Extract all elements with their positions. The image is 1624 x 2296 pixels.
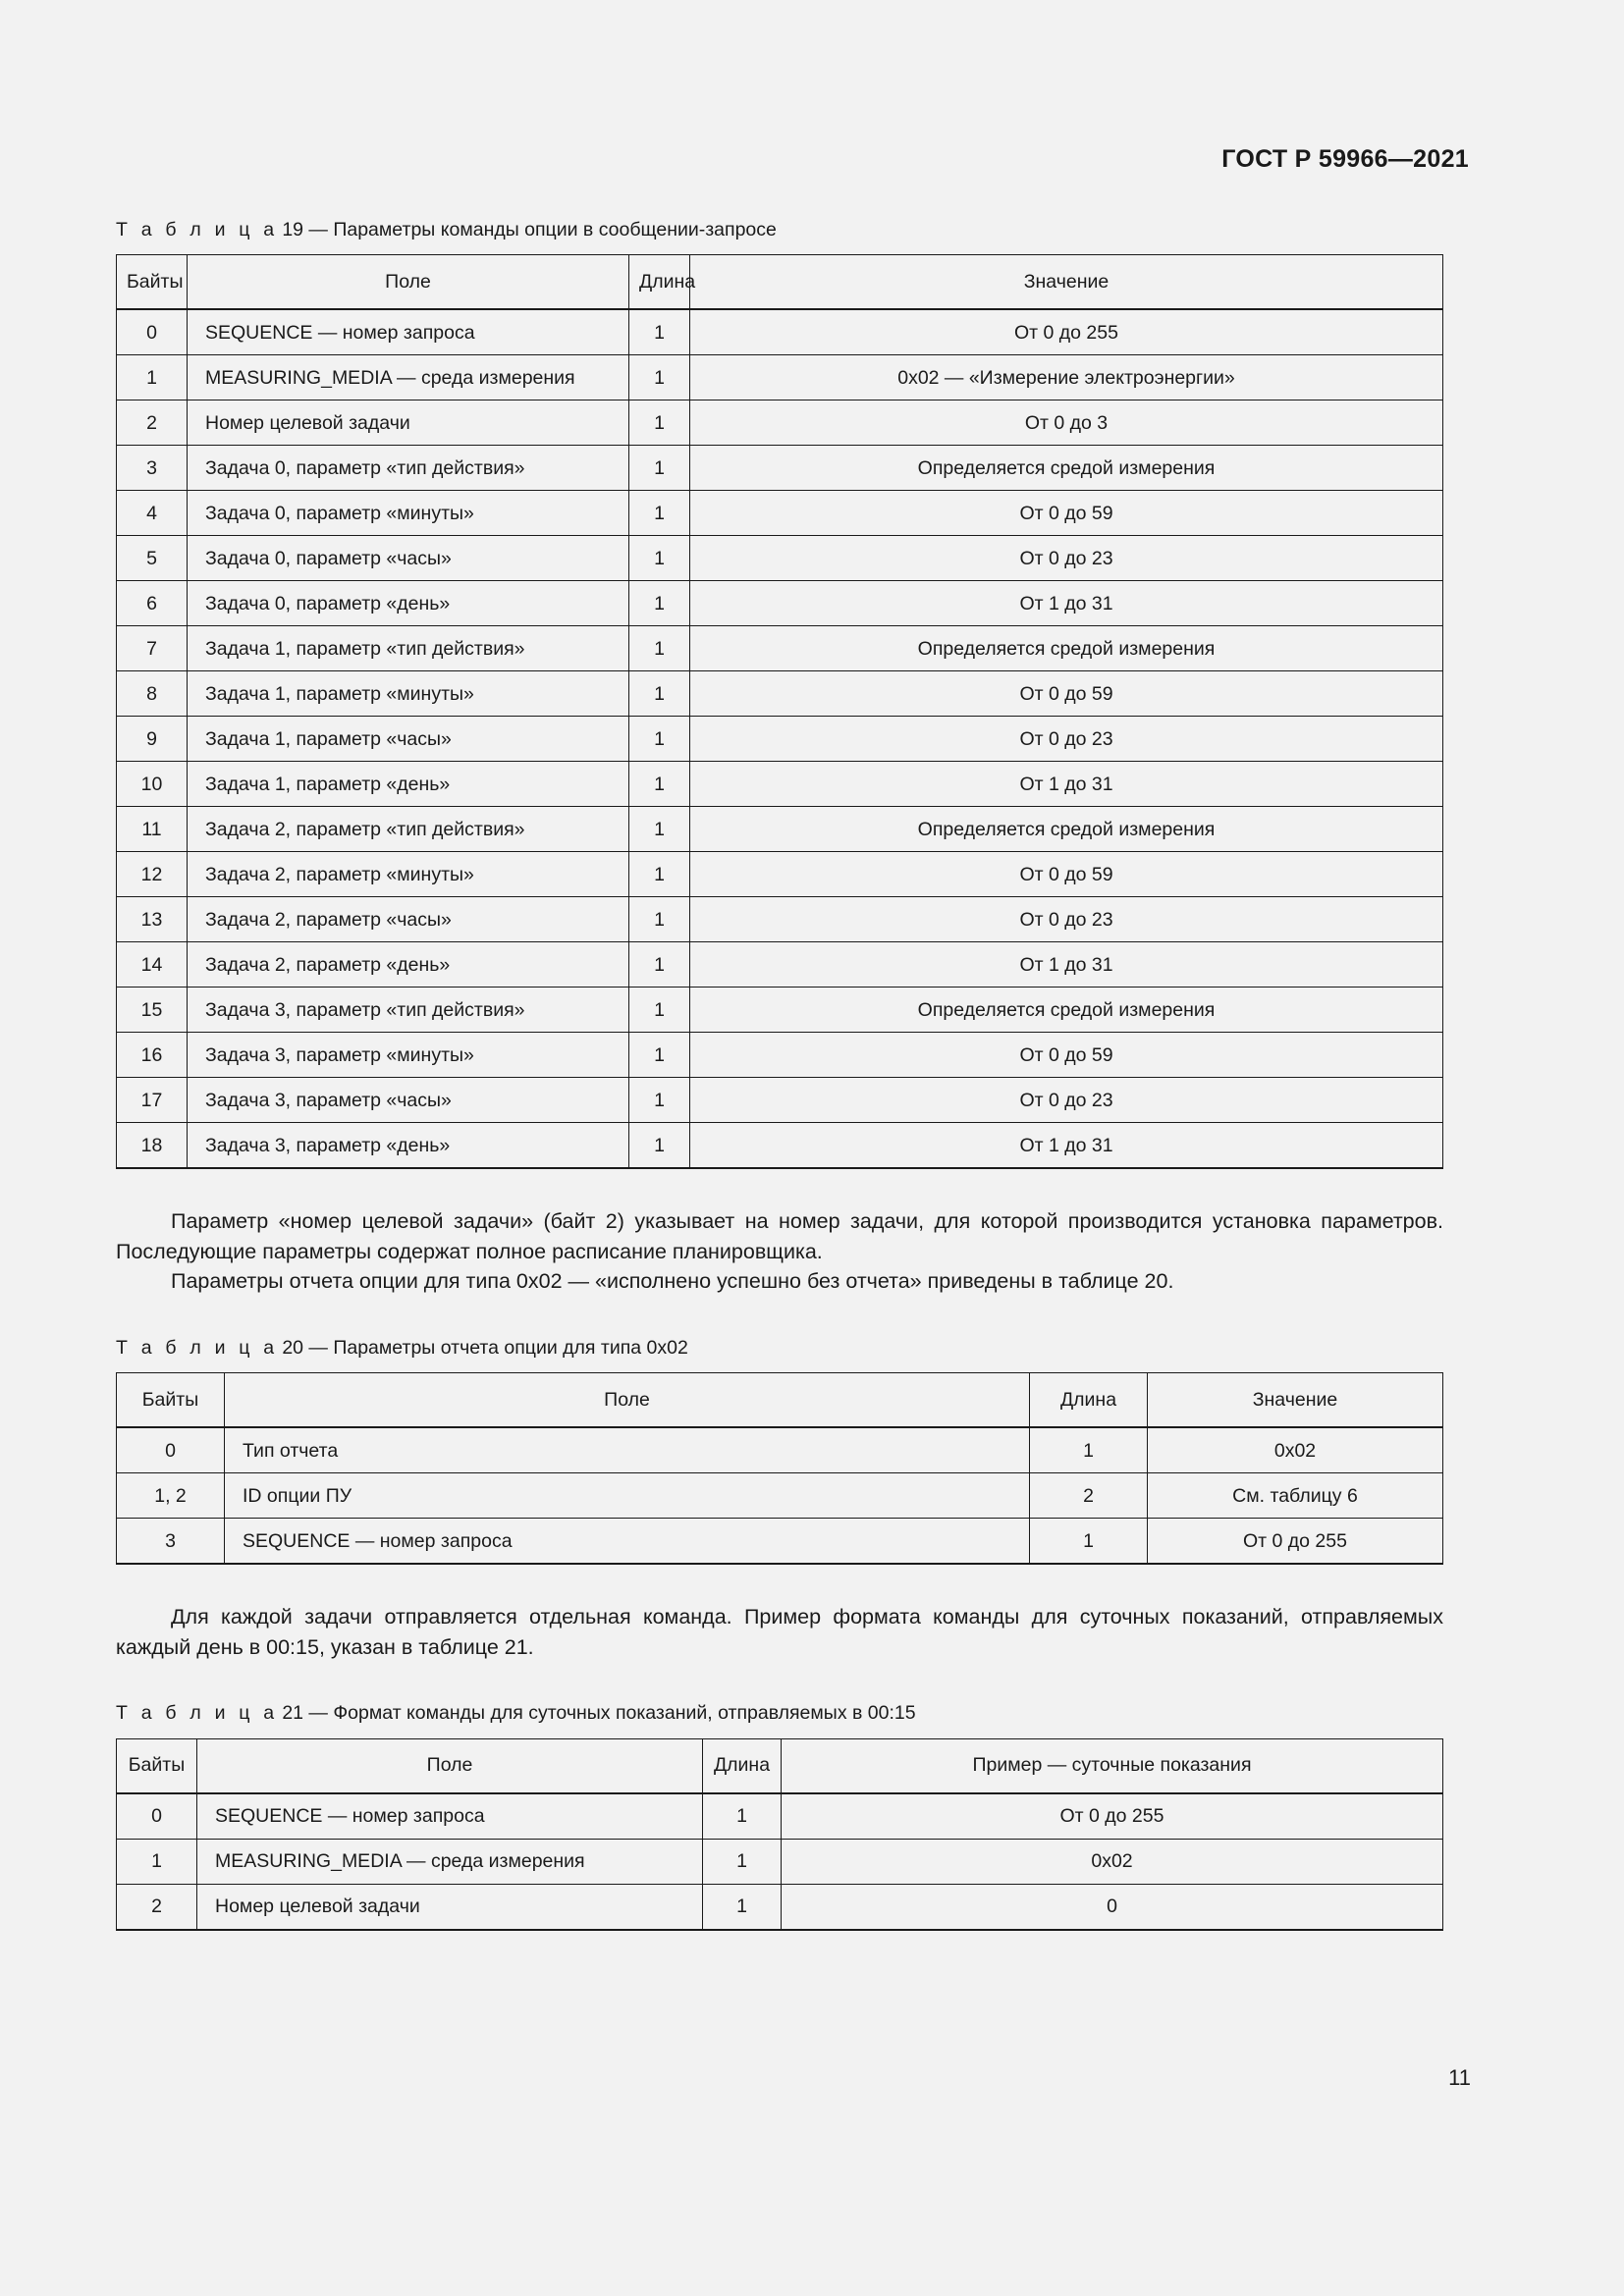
- table-20-body: [117, 1427, 1443, 1564]
- table-row: [117, 536, 1443, 581]
- cell-bytes: 6: [117, 581, 188, 626]
- table-19-caption: [116, 218, 1443, 242]
- paragraph-daily-readings-command: Для каждой задачи отправляется отдельная команда. Пример формата команды для суточных показаний, отправляемых каждый день в 00:15, указан в таблице 21.: [116, 1605, 1443, 1659]
- cell-bytes: 17: [117, 1078, 188, 1123]
- cell-length: 1: [629, 355, 690, 400]
- table-row: [117, 988, 1443, 1033]
- table-row: [117, 942, 1443, 988]
- cell-value: От 0 до 23: [690, 897, 1443, 942]
- table-row: [117, 762, 1443, 807]
- table-row: [117, 1519, 1443, 1565]
- cell-bytes: 14: [117, 942, 188, 988]
- table-row: [117, 1078, 1443, 1123]
- cell-bytes: 1: [117, 355, 188, 400]
- cell-value: От 0 до 59: [690, 671, 1443, 717]
- cell-length: 1: [629, 897, 690, 942]
- column-header-value: Значение: [690, 255, 1443, 310]
- table-row: [117, 1839, 1443, 1884]
- table-21-caption: [116, 1701, 1443, 1726]
- table-row: [117, 581, 1443, 626]
- table-row: [117, 355, 1443, 400]
- cell-field: Номер целевой задачи: [197, 1884, 703, 1930]
- table-row: [117, 807, 1443, 852]
- cell-field: Задача 3, параметр «минуты»: [188, 1033, 629, 1078]
- cell-bytes: 8: [117, 671, 188, 717]
- column-header-bytes: Байты: [117, 1373, 225, 1428]
- cell-value: От 0 до 59: [690, 491, 1443, 536]
- table-header-row: [117, 1738, 1443, 1793]
- cell-value: От 1 до 31: [690, 762, 1443, 807]
- table-19-body: [117, 309, 1443, 1168]
- cell-value: От 0 до 23: [690, 717, 1443, 762]
- cell-field: Задача 0, параметр «день»: [188, 581, 629, 626]
- table-21-body: [117, 1793, 1443, 1930]
- cell-bytes: 11: [117, 807, 188, 852]
- column-header-bytes: Байты: [117, 1738, 197, 1793]
- cell-bytes: 2: [117, 1884, 197, 1930]
- cell-length: 1: [1030, 1519, 1148, 1565]
- cell-length: 1: [629, 309, 690, 355]
- cell-length: 1: [629, 1123, 690, 1169]
- cell-bytes: 16: [117, 1033, 188, 1078]
- cell-field: SEQUENCE — номер запроса: [188, 309, 629, 355]
- cell-length: 1: [629, 446, 690, 491]
- paragraph-target-task-number: Параметр «номер целевой задачи» (байт 2) указывает на номер задачи, для которой производится установка параметров. Последующие параметры содержат полное расписание планировщика.: [116, 1209, 1443, 1263]
- cell-length: 1: [703, 1839, 782, 1884]
- cell-field: SEQUENCE — номер запроса: [197, 1793, 703, 1840]
- cell-bytes: 0: [117, 309, 188, 355]
- cell-value: Определяется средой измерения: [690, 446, 1443, 491]
- cell-field: Задача 3, параметр «день»: [188, 1123, 629, 1169]
- cell-bytes: 3: [117, 446, 188, 491]
- cell-value: От 0 до 59: [690, 1033, 1443, 1078]
- cell-field: Задача 2, параметр «минуты»: [188, 852, 629, 897]
- page-number: 11: [1448, 2065, 1471, 2090]
- cell-field: Задача 2, параметр «тип действия»: [188, 807, 629, 852]
- cell-bytes: 15: [117, 988, 188, 1033]
- cell-value: От 0 до 255: [690, 309, 1443, 355]
- table-20-caption: [116, 1336, 1443, 1361]
- cell-value: От 1 до 31: [690, 1123, 1443, 1169]
- cell-bytes: 7: [117, 626, 188, 671]
- table-20: [116, 1372, 1443, 1565]
- cell-bytes: 1: [117, 1839, 197, 1884]
- table-row: [117, 626, 1443, 671]
- cell-length: 1: [629, 671, 690, 717]
- table-row: [117, 1427, 1443, 1473]
- table-caption-label: Т а б л и ц а: [116, 1702, 279, 1725]
- cell-field: MEASURING_MEDIA — среда измерения: [188, 355, 629, 400]
- page-content: [116, 218, 1443, 1931]
- cell-value: От 1 до 31: [690, 581, 1443, 626]
- cell-field: Задача 0, параметр «часы»: [188, 536, 629, 581]
- column-header-field: Поле: [188, 255, 629, 310]
- table-row: [117, 309, 1443, 355]
- cell-field: Задача 1, параметр «тип действия»: [188, 626, 629, 671]
- cell-value: Определяется средой измерения: [690, 626, 1443, 671]
- cell-field: Задача 1, параметр «день»: [188, 762, 629, 807]
- cell-length: 1: [703, 1793, 782, 1840]
- paragraph-option-report-params: Параметры отчета опции для типа 0x02 — «исполнено успешно без отчета» приведены в таблице 20.: [171, 1269, 1174, 1294]
- cell-length: 1: [629, 536, 690, 581]
- table-19-caption-text: 19 — Параметры команды опции в сообщении-запросе: [282, 219, 777, 240]
- cell-value: См. таблицу 6: [1148, 1473, 1443, 1519]
- table-row: [117, 717, 1443, 762]
- column-header-length: Длина: [703, 1738, 782, 1793]
- cell-length: 1: [629, 807, 690, 852]
- cell-example: От 0 до 255: [782, 1793, 1443, 1840]
- table-row: [117, 400, 1443, 446]
- cell-field: Задача 2, параметр «часы»: [188, 897, 629, 942]
- cell-value: От 0 до 255: [1148, 1519, 1443, 1565]
- cell-bytes: 4: [117, 491, 188, 536]
- cell-bytes: 1, 2: [117, 1473, 225, 1519]
- cell-bytes: 0: [117, 1427, 225, 1473]
- cell-value: От 0 до 3: [690, 400, 1443, 446]
- cell-length: 1: [629, 626, 690, 671]
- cell-bytes: 13: [117, 897, 188, 942]
- cell-length: 1: [629, 581, 690, 626]
- cell-field: MEASURING_MEDIA — среда измерения: [197, 1839, 703, 1884]
- cell-field: Тип отчета: [225, 1427, 1030, 1473]
- table-row: [117, 1793, 1443, 1840]
- table-19: [116, 254, 1443, 1169]
- cell-field: Задача 1, параметр «минуты»: [188, 671, 629, 717]
- cell-length: 1: [1030, 1427, 1148, 1473]
- cell-bytes: 18: [117, 1123, 188, 1169]
- cell-example: 0: [782, 1884, 1443, 1930]
- cell-value: От 1 до 31: [690, 942, 1443, 988]
- table-row: [117, 1123, 1443, 1169]
- table-row: [117, 1473, 1443, 1519]
- table-header-row: [117, 1373, 1443, 1428]
- cell-field: Задача 0, параметр «тип действия»: [188, 446, 629, 491]
- column-header-field: Поле: [197, 1738, 703, 1793]
- table-row: [117, 897, 1443, 942]
- column-header-example: Пример — суточные показания: [782, 1738, 1443, 1793]
- cell-field: Задача 3, параметр «часы»: [188, 1078, 629, 1123]
- table-row: [117, 671, 1443, 717]
- cell-bytes: 10: [117, 762, 188, 807]
- cell-value: От 0 до 59: [690, 852, 1443, 897]
- cell-field: Задача 0, параметр «минуты»: [188, 491, 629, 536]
- cell-length: 1: [629, 400, 690, 446]
- table-20-caption-text: 20 — Параметры отчета опции для типа 0x02: [282, 1336, 688, 1359]
- column-header-length: Длина: [629, 255, 690, 310]
- cell-value: От 0 до 23: [690, 536, 1443, 581]
- cell-length: 1: [629, 1033, 690, 1078]
- cell-length: 1: [629, 852, 690, 897]
- cell-length: 1: [629, 1078, 690, 1123]
- cell-bytes: 9: [117, 717, 188, 762]
- column-header-field: Поле: [225, 1373, 1030, 1428]
- cell-field: Номер целевой задачи: [188, 400, 629, 446]
- cell-length: 1: [629, 491, 690, 536]
- table-caption-label: Т а б л и ц а: [116, 1336, 279, 1359]
- cell-value: Определяется средой измерения: [690, 807, 1443, 852]
- cell-value: 0x02: [1148, 1427, 1443, 1473]
- table-row: [117, 852, 1443, 897]
- table-caption-label: Т а б л и ц а: [116, 219, 279, 240]
- table-21: [116, 1738, 1443, 1931]
- cell-length: 2: [1030, 1473, 1148, 1519]
- column-header-length: Длина: [1030, 1373, 1148, 1428]
- cell-bytes: 0: [117, 1793, 197, 1840]
- table-21-caption-text: 21 — Формат команды для суточных показаний, отправляемых в 00:15: [282, 1702, 916, 1725]
- cell-value: 0x02 — «Измерение электроэнергии»: [690, 355, 1443, 400]
- table-header-row: [117, 255, 1443, 310]
- cell-length: 1: [629, 717, 690, 762]
- cell-value: Определяется средой измерения: [690, 988, 1443, 1033]
- cell-example: 0x02: [782, 1839, 1443, 1884]
- table-row: [117, 446, 1443, 491]
- table-row: [117, 491, 1443, 536]
- cell-bytes: 3: [117, 1519, 225, 1565]
- column-header-value: Значение: [1148, 1373, 1443, 1428]
- table-row: [117, 1884, 1443, 1930]
- cell-bytes: 2: [117, 400, 188, 446]
- cell-field: ID опции ПУ: [225, 1473, 1030, 1519]
- page-header-standard-number: ГОСТ Р 59966—2021: [1221, 145, 1469, 173]
- column-header-bytes: Байты: [117, 255, 188, 310]
- cell-field: SEQUENCE — номер запроса: [225, 1519, 1030, 1565]
- cell-length: 1: [629, 942, 690, 988]
- cell-field: Задача 2, параметр «день»: [188, 942, 629, 988]
- cell-value: От 0 до 23: [690, 1078, 1443, 1123]
- cell-bytes: 12: [117, 852, 188, 897]
- cell-bytes: 5: [117, 536, 188, 581]
- cell-field: Задача 3, параметр «тип действия»: [188, 988, 629, 1033]
- cell-length: 1: [629, 988, 690, 1033]
- cell-field: Задача 1, параметр «часы»: [188, 717, 629, 762]
- cell-length: 1: [703, 1884, 782, 1930]
- table-row: [117, 1033, 1443, 1078]
- cell-length: 1: [629, 762, 690, 807]
